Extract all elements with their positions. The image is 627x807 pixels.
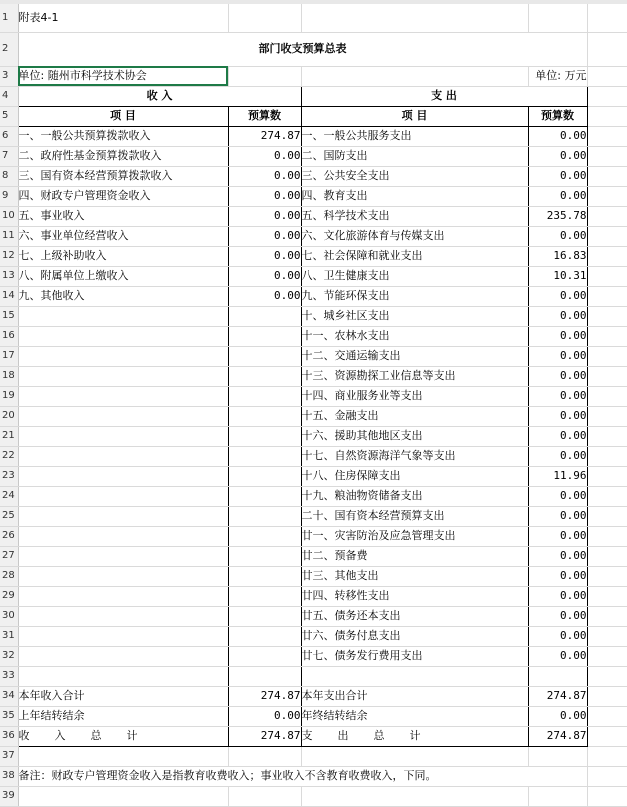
sheet-row [0, 286, 627, 306]
expense-item-value[interactable]: 0.00 [528, 446, 587, 466]
grand-income-label[interactable]: 收 入 总 计 [18, 726, 228, 746]
cell[interactable] [587, 366, 627, 386]
income-item-value[interactable]: 0.00 [228, 286, 301, 306]
sheet-row [0, 306, 627, 326]
sheet-row [0, 646, 627, 666]
cell[interactable] [228, 626, 301, 646]
sheet-row [0, 666, 627, 686]
sheet-row [0, 246, 627, 266]
expense-item-value[interactable]: 235.78 [528, 206, 587, 226]
income-item-header[interactable]: 项 目 [18, 106, 228, 126]
unit-left-cell[interactable]: 单位: 随州市科学技术协会 [18, 66, 228, 86]
cell[interactable] [18, 446, 228, 466]
row-number[interactable]: 9 [0, 186, 18, 206]
cell[interactable] [587, 266, 627, 286]
unit-right-cell[interactable]: 单位: 万元 [528, 66, 587, 86]
row-number[interactable]: 24 [0, 486, 18, 506]
cell[interactable] [18, 346, 228, 366]
row-number[interactable]: 30 [0, 606, 18, 626]
cell[interactable] [228, 4, 301, 32]
income-item-value[interactable]: 0.00 [228, 266, 301, 286]
income-budget-header[interactable]: 预算数 [228, 106, 301, 126]
expense-item-value[interactable]: 0.00 [528, 306, 587, 326]
cell[interactable] [587, 426, 627, 446]
expense-item-value[interactable]: 0.00 [528, 606, 587, 626]
expense-item-label[interactable]: 廿二、预备费 [301, 546, 528, 566]
cell[interactable] [587, 246, 627, 266]
cell[interactable] [228, 486, 301, 506]
cell[interactable] [18, 546, 228, 566]
sheet-row [0, 506, 627, 526]
row-number[interactable]: 3 [0, 66, 18, 86]
cell[interactable] [18, 666, 228, 686]
row-number[interactable]: 6 [0, 126, 18, 146]
cell[interactable] [18, 406, 228, 426]
income-item-label[interactable]: 四、财政专户管理资金收入 [18, 186, 228, 206]
cell[interactable] [228, 606, 301, 626]
cell[interactable] [18, 486, 228, 506]
sheet-row [0, 546, 627, 566]
sheet-row [0, 346, 627, 366]
sheet-row [0, 706, 627, 726]
sheet-row [0, 386, 627, 406]
cell[interactable] [228, 666, 301, 686]
sheet-row [0, 626, 627, 646]
cell[interactable] [18, 606, 228, 626]
expense-item-label[interactable]: 廿三、其他支出 [301, 566, 528, 586]
sheet-row [0, 586, 627, 606]
sheet-row [0, 606, 627, 626]
cell[interactable] [228, 566, 301, 586]
cell[interactable] [228, 506, 301, 526]
cell[interactable] [528, 746, 587, 766]
expense-item-label[interactable]: 廿四、转移性支出 [301, 586, 528, 606]
row-number[interactable]: 19 [0, 386, 18, 406]
income-total-label[interactable]: 本年收入合计 [18, 686, 228, 706]
sheet-row [0, 526, 627, 546]
cell[interactable] [528, 786, 587, 806]
sheet-row [0, 746, 627, 766]
expense-item-label[interactable]: 廿七、债务发行费用支出 [301, 646, 528, 666]
sheet-row [0, 226, 627, 246]
expense-item-value[interactable]: 16.83 [528, 246, 587, 266]
expense-item-value[interactable]: 0.00 [528, 566, 587, 586]
expense-item-label[interactable]: 廿六、债务付息支出 [301, 626, 528, 646]
expense-item-label[interactable]: 十一、农林水支出 [301, 326, 528, 346]
expense-item-value[interactable]: 0.00 [528, 586, 587, 606]
cell[interactable] [18, 506, 228, 526]
sheet-row [0, 486, 627, 506]
cell[interactable] [228, 746, 301, 766]
cell[interactable] [228, 386, 301, 406]
cell[interactable] [228, 326, 301, 346]
expense-total-label[interactable]: 本年支出合计 [301, 686, 528, 706]
row-number[interactable]: 18 [0, 366, 18, 386]
cell[interactable] [587, 726, 627, 746]
sheet-row [0, 406, 627, 426]
row-number[interactable]: 17 [0, 346, 18, 366]
cell[interactable] [587, 686, 627, 706]
sheet-row [0, 66, 627, 86]
row-number[interactable]: 23 [0, 466, 18, 486]
expense-item-value[interactable]: 0.00 [528, 486, 587, 506]
expense-item-label[interactable]: 十三、资源勘探工业信息等支出 [301, 366, 528, 386]
expense-item-value[interactable]: 0.00 [528, 126, 587, 146]
expense-item-value[interactable]: 0.00 [528, 166, 587, 186]
expense-item-label[interactable]: 九、节能环保支出 [301, 286, 528, 306]
carry-out-label[interactable]: 年终结转结余 [301, 706, 528, 726]
sheet-row [0, 86, 627, 106]
expense-header[interactable]: 支 出 [301, 86, 587, 106]
row-number[interactable]: 11 [0, 226, 18, 246]
row-number[interactable]: 29 [0, 586, 18, 606]
cell[interactable] [228, 66, 301, 86]
sheet-row [0, 266, 627, 286]
expense-item-value[interactable]: 0.00 [528, 366, 587, 386]
table-title[interactable]: 部门收支预算总表 [18, 32, 587, 66]
income-item-value[interactable]: 0.00 [228, 166, 301, 186]
cell[interactable] [587, 786, 627, 806]
income-item-label[interactable]: 八、附属单位上缴收入 [18, 266, 228, 286]
expense-item-value[interactable]: 0.00 [528, 186, 587, 206]
expense-item-header[interactable]: 项 目 [301, 106, 528, 126]
expense-item-value[interactable]: 0.00 [528, 286, 587, 306]
footnote[interactable]: 备注：财政专户管理资金收入是指教育收费收入；事业收入不含教育收费收入，下同。 [18, 766, 587, 786]
income-item-label[interactable]: 六、事业单位经营收入 [18, 226, 228, 246]
row-number[interactable]: 15 [0, 306, 18, 326]
cell[interactable] [587, 506, 627, 526]
row-number[interactable]: 2 [0, 32, 18, 66]
cell[interactable] [587, 86, 627, 106]
income-item-value[interactable]: 0.00 [228, 246, 301, 266]
row-number[interactable]: 39 [0, 786, 18, 806]
cell[interactable] [228, 346, 301, 366]
cell[interactable] [587, 386, 627, 406]
expense-item-value[interactable]: 0.00 [528, 506, 587, 526]
expense-item-value[interactable]: 0.00 [528, 326, 587, 346]
cell[interactable] [587, 486, 627, 506]
cell[interactable] [587, 186, 627, 206]
row-number[interactable]: 35 [0, 706, 18, 726]
cell[interactable] [18, 326, 228, 346]
expense-item-value[interactable]: 0.00 [528, 426, 587, 446]
row-number[interactable]: 8 [0, 166, 18, 186]
expense-item-value[interactable]: 0.00 [528, 386, 587, 406]
appendix-label[interactable]: 附表4-1 [18, 4, 228, 32]
row-number[interactable]: 5 [0, 106, 18, 126]
cell[interactable] [228, 786, 301, 806]
expense-item-label[interactable]: 二十、国有资本经营预算支出 [301, 506, 528, 526]
cell[interactable] [301, 786, 528, 806]
sheet-row [0, 426, 627, 446]
sheet-row [0, 686, 627, 706]
cell[interactable] [587, 626, 627, 646]
cell[interactable] [18, 626, 228, 646]
row-number[interactable]: 14 [0, 286, 18, 306]
sheet-row [0, 566, 627, 586]
expense-item-label[interactable]: 十、城乡社区支出 [301, 306, 528, 326]
cell[interactable] [18, 786, 228, 806]
expense-item-label[interactable]: 五、科学技术支出 [301, 206, 528, 226]
expense-item-label[interactable]: 十五、金融支出 [301, 406, 528, 426]
expense-item-label[interactable]: 十八、住房保障支出 [301, 466, 528, 486]
cell[interactable] [228, 466, 301, 486]
row-number[interactable]: 38 [0, 766, 18, 786]
cell[interactable] [587, 666, 627, 686]
cell[interactable] [228, 426, 301, 446]
expense-item-label[interactable]: 一、一般公共服务支出 [301, 126, 528, 146]
cell[interactable] [587, 166, 627, 186]
row-number[interactable]: 12 [0, 246, 18, 266]
row-number[interactable]: 13 [0, 266, 18, 286]
income-item-value[interactable]: 0.00 [228, 226, 301, 246]
cell[interactable] [587, 746, 627, 766]
cell[interactable] [18, 306, 228, 326]
cell[interactable] [228, 646, 301, 666]
expense-item-label[interactable]: 四、教育支出 [301, 186, 528, 206]
expense-item-value[interactable]: 0.00 [528, 146, 587, 166]
income-item-label[interactable]: 九、其他收入 [18, 286, 228, 306]
cell[interactable] [301, 666, 528, 686]
cell[interactable] [587, 286, 627, 306]
cell[interactable] [301, 66, 528, 86]
income-item-label[interactable]: 三、国有资本经营预算拨款收入 [18, 166, 228, 186]
cell[interactable] [587, 606, 627, 626]
expense-item-label[interactable]: 廿一、灾害防治及应急管理支出 [301, 526, 528, 546]
sheet-row [0, 32, 627, 66]
cell[interactable] [587, 546, 627, 566]
cell[interactable] [587, 646, 627, 666]
expense-item-label[interactable]: 六、文化旅游体育与传媒支出 [301, 226, 528, 246]
sheet-row [0, 106, 627, 126]
expense-item-label[interactable]: 十九、粮油物资储备支出 [301, 486, 528, 506]
cell[interactable] [587, 126, 627, 146]
cell[interactable] [301, 4, 528, 32]
income-item-label[interactable]: 五、事业收入 [18, 206, 228, 226]
expense-item-value[interactable]: 0.00 [528, 226, 587, 246]
cell[interactable] [587, 326, 627, 346]
cell[interactable] [228, 366, 301, 386]
cell[interactable] [587, 706, 627, 726]
cell[interactable] [18, 426, 228, 446]
row-number[interactable]: 36 [0, 726, 18, 746]
row-number[interactable]: 7 [0, 146, 18, 166]
expense-item-label[interactable]: 十二、交通运输支出 [301, 346, 528, 366]
cell[interactable] [587, 66, 627, 86]
expense-budget-header[interactable]: 预算数 [528, 106, 587, 126]
row-number[interactable]: 4 [0, 86, 18, 106]
income-item-label[interactable]: 一、一般公共预算拨款收入 [18, 126, 228, 146]
row-number[interactable]: 16 [0, 326, 18, 346]
expense-item-value[interactable]: 10.31 [528, 266, 587, 286]
sheet-row [0, 126, 627, 146]
sheet-row [0, 4, 627, 32]
row-number[interactable]: 25 [0, 506, 18, 526]
sheet-row [0, 366, 627, 386]
cell[interactable] [587, 526, 627, 546]
cell[interactable] [587, 306, 627, 326]
sheet-row [0, 786, 627, 806]
cell[interactable] [587, 766, 627, 786]
carry-in-label[interactable]: 上年结转结余 [18, 706, 228, 726]
carry-out-value[interactable]: 0.00 [528, 706, 587, 726]
cell[interactable] [18, 646, 228, 666]
expense-item-value[interactable]: 0.00 [528, 346, 587, 366]
expense-item-value[interactable]: 11.96 [528, 466, 587, 486]
grand-expense-label[interactable]: 支 出 总 计 [301, 726, 528, 746]
income-item-value[interactable]: 0.00 [228, 206, 301, 226]
income-total-value[interactable]: 274.87 [228, 686, 301, 706]
row-number[interactable]: 10 [0, 206, 18, 226]
grand-income-value[interactable]: 274.87 [228, 726, 301, 746]
sheet-row [0, 186, 627, 206]
income-item-value[interactable]: 274.87 [228, 126, 301, 146]
expense-item-label[interactable]: 三、公共安全支出 [301, 166, 528, 186]
row-number[interactable]: 33 [0, 666, 18, 686]
cell[interactable] [528, 666, 587, 686]
expense-item-label[interactable]: 八、卫生健康支出 [301, 266, 528, 286]
income-header[interactable]: 收 入 [18, 86, 301, 106]
cell[interactable] [528, 4, 587, 32]
sheet-row [0, 726, 627, 746]
row-number[interactable]: 27 [0, 546, 18, 566]
row-number[interactable]: 31 [0, 626, 18, 646]
sheet-row [0, 146, 627, 166]
cell[interactable] [18, 386, 228, 406]
grand-expense-value[interactable]: 274.87 [528, 726, 587, 746]
cell[interactable] [228, 406, 301, 426]
cell[interactable] [228, 546, 301, 566]
row-number[interactable]: 26 [0, 526, 18, 546]
sheet-row [0, 766, 627, 786]
cell[interactable] [18, 746, 228, 766]
income-item-value[interactable]: 0.00 [228, 186, 301, 206]
row-number[interactable]: 1 [0, 4, 18, 32]
expense-item-label[interactable]: 七、社会保障和就业支出 [301, 246, 528, 266]
cell[interactable] [587, 106, 627, 126]
cell[interactable] [587, 566, 627, 586]
expense-item-label[interactable]: 二、国防支出 [301, 146, 528, 166]
cell[interactable] [228, 526, 301, 546]
cell[interactable] [18, 586, 228, 606]
cell[interactable] [587, 4, 627, 32]
expense-item-label[interactable]: 十四、商业服务业等支出 [301, 386, 528, 406]
cell[interactable] [587, 146, 627, 166]
cell[interactable] [301, 746, 528, 766]
sheet-row [0, 446, 627, 466]
expense-item-value[interactable]: 0.00 [528, 406, 587, 426]
sheet-row [0, 326, 627, 346]
cell[interactable] [18, 366, 228, 386]
cell[interactable] [587, 446, 627, 466]
cell[interactable] [587, 466, 627, 486]
expense-total-value[interactable]: 274.87 [528, 686, 587, 706]
row-number[interactable]: 20 [0, 406, 18, 426]
expense-item-value[interactable]: 0.00 [528, 546, 587, 566]
row-number[interactable]: 28 [0, 566, 18, 586]
row-number[interactable]: 34 [0, 686, 18, 706]
cell[interactable] [587, 206, 627, 226]
row-number[interactable]: 22 [0, 446, 18, 466]
cell[interactable] [228, 306, 301, 326]
income-item-label[interactable]: 二、政府性基金预算拨款收入 [18, 146, 228, 166]
row-number[interactable]: 21 [0, 426, 18, 446]
expense-item-value[interactable]: 0.00 [528, 626, 587, 646]
expense-item-label[interactable]: 廿五、债务还本支出 [301, 606, 528, 626]
cell[interactable] [587, 346, 627, 366]
cell[interactable] [228, 446, 301, 466]
cell[interactable] [587, 586, 627, 606]
row-number[interactable]: 32 [0, 646, 18, 666]
cell[interactable] [587, 406, 627, 426]
expense-item-label[interactable]: 十六、援助其他地区支出 [301, 426, 528, 446]
cell[interactable] [18, 566, 228, 586]
expense-item-value[interactable]: 0.00 [528, 526, 587, 546]
income-item-label[interactable]: 七、上级补助收入 [18, 246, 228, 266]
budget-grid [0, 4, 627, 807]
expense-item-value[interactable]: 0.00 [528, 646, 587, 666]
sheet-row [0, 166, 627, 186]
cell[interactable] [228, 586, 301, 606]
cell[interactable] [587, 32, 627, 66]
cell[interactable] [587, 226, 627, 246]
cell[interactable] [18, 526, 228, 546]
grid-area [0, 4, 627, 801]
carry-in-value[interactable]: 0.00 [228, 706, 301, 726]
expense-item-label[interactable]: 十七、自然资源海洋气象等支出 [301, 446, 528, 466]
sheet-row [0, 466, 627, 486]
income-item-value[interactable]: 0.00 [228, 146, 301, 166]
row-number[interactable]: 37 [0, 746, 18, 766]
cell[interactable] [18, 466, 228, 486]
sheet-row [0, 206, 627, 226]
